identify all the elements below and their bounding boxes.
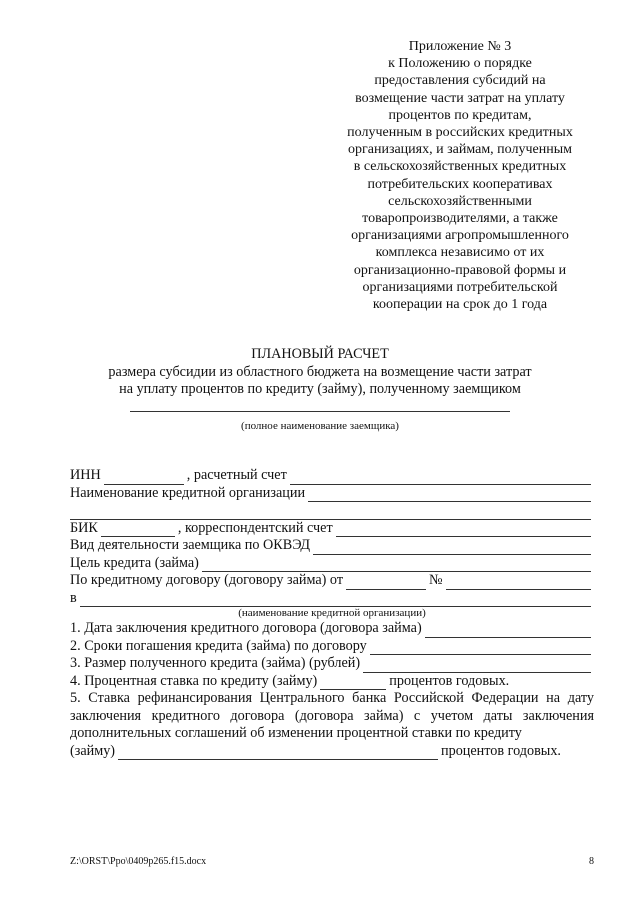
appendix-line: Приложение № 3 <box>408 39 512 54</box>
appendix-line: полученным в российских кредитных <box>347 125 573 141</box>
corr-account-field[interactable] <box>336 523 591 537</box>
purpose-label: Цель кредита (займа) <box>70 554 199 571</box>
item-3-label: 3. Размер полученного кредита (займа) (рублей) <box>70 655 361 671</box>
item-4-label: 4. Процентная ставка по кредиту (займу) <box>70 672 318 689</box>
appendix-line: в сельскохозяйственных кредитных <box>353 159 567 175</box>
item-1-field[interactable] <box>425 624 591 638</box>
corr-account-label: , корреспондентский счет <box>177 519 333 536</box>
appendix-line: организационно-правовой формы и <box>353 262 567 278</box>
bank-name-field-cont[interactable] <box>70 506 591 520</box>
bank-caption: (наименование кредитной организации) <box>238 607 426 619</box>
appendix-line: к Положению о порядке <box>388 56 532 72</box>
appendix-line: организациями потребительской <box>362 279 558 295</box>
appendix-line: кооперации на срок до 1 года <box>372 297 548 313</box>
title-subline: на уплату процентов по кредиту (займу), полученному заемщиком <box>119 381 521 397</box>
appendix-line: сельскохозяйственными <box>388 193 532 209</box>
appendix-line: организациями агропромышленного <box>351 228 569 244</box>
item-2-label: 2. Сроки погашения кредита (займа) по договору <box>70 637 367 654</box>
appendix-header <box>330 38 590 313</box>
borrower-name-caption: (полное наименование заемщика) <box>241 420 399 432</box>
in-label: в <box>70 589 77 606</box>
item-5-text: 5. Ставка рефинансирования Центрального банка Российской Федерации на дату заключения кредитного договора (договора займа) с учетом даты заключения дополнительных соглашений об изменении процентной ставки по кредиту <box>70 690 594 741</box>
number-sign: № <box>429 572 443 588</box>
item-2-field[interactable] <box>370 641 591 655</box>
page-footer <box>70 856 594 867</box>
appendix-line: возмещение части затрат на уплату <box>355 90 565 106</box>
appendix-line: процентов по кредитам, <box>388 107 532 123</box>
appendix-line: предоставления субсидий на <box>374 73 546 89</box>
item-1-label: 1. Дата заключения кредитного договора (договора займа) <box>70 620 422 636</box>
bank-name-field[interactable] <box>308 488 591 502</box>
bik-field[interactable] <box>101 523 175 537</box>
item-3-field[interactable] <box>363 659 591 673</box>
item-5-suffix: процентов годовых. <box>441 742 561 759</box>
account-field[interactable] <box>290 471 591 485</box>
document-title: ПЛАНОВЫЙ РАСЧЕТ <box>251 346 389 362</box>
inn-label: ИНН <box>70 467 101 483</box>
file-path: Z:\ORST\Ppo\0409p265.f15.docx <box>70 856 207 867</box>
item-5-last-label: (займу) <box>70 742 116 759</box>
bik-label: БИК <box>70 519 98 536</box>
appendix-line: потребительских кооперативах <box>367 176 553 192</box>
contract-label: По кредитному договору (договору займа) от <box>70 572 344 588</box>
inn-field[interactable] <box>104 471 184 485</box>
contract-date-field[interactable] <box>346 576 426 590</box>
title-subline: размера субсидии из областного бюджета на возмещение части затрат <box>108 363 532 380</box>
appendix-line: товаропроизводителями, а также <box>362 211 558 227</box>
bank-name-label: Наименование кредитной организации <box>70 484 306 501</box>
calculation-form <box>70 467 594 760</box>
item-4-field[interactable] <box>320 676 386 690</box>
appendix-line: комплекса независимо от их <box>375 245 545 261</box>
account-label: , расчетный счет <box>186 467 287 483</box>
bank-field[interactable] <box>80 593 591 607</box>
item-5-field[interactable] <box>118 746 438 760</box>
borrower-name-field[interactable] <box>130 399 510 412</box>
purpose-field[interactable] <box>202 558 591 572</box>
okved-field[interactable] <box>313 541 591 555</box>
appendix-line: организациях, и займам, полученным <box>348 142 572 158</box>
contract-number-field[interactable] <box>446 576 591 590</box>
okved-label: Вид деятельности заемщика по ОКВЭД <box>70 537 311 553</box>
page-number: 8 <box>589 856 594 867</box>
item-4-suffix: процентов годовых. <box>389 672 510 689</box>
document-title-block <box>60 346 580 433</box>
